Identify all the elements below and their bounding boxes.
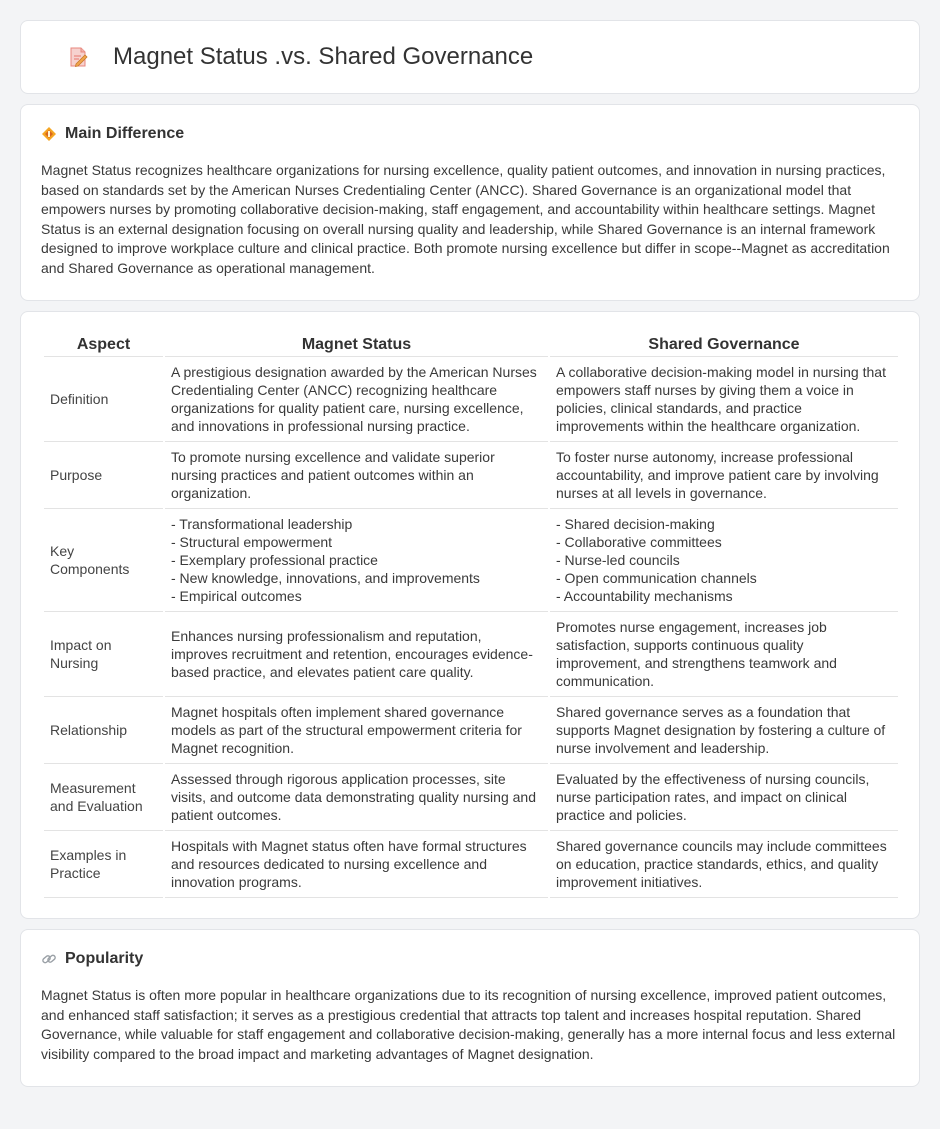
row-magnet: A prestigious designation awarded by the American Nurses Credentialing Center (ANCC) recognizing healthcare organizations for quality patient care, nursing excellence, and innovations in professional nursing practice. [165, 357, 548, 442]
table-row [44, 831, 898, 898]
row-aspect: Key Components [44, 509, 163, 612]
row-magnet: Enhances nursing professionalism and reputation, improves recruitment and retention, encourages evidence-based practice, and elevates patient care quality. [165, 612, 548, 697]
popularity-card [20, 929, 920, 1087]
table-row [44, 764, 898, 831]
header-shared-governance: Shared Governance [550, 330, 898, 357]
table-row [44, 612, 898, 697]
row-aspect: Relationship [44, 697, 163, 764]
row-magnet: To promote nursing excellence and validate superior nursing practices and patient outcomes within an organization. [165, 442, 548, 509]
header-card [20, 20, 920, 94]
table-row [44, 697, 898, 764]
popularity-text: Magnet Status is often more popular in healthcare organizations due to its recognition of nursing excellence, improved patient outcomes, and enhanced staff satisfaction; it serves as a prestigious credential that attracts top talent and increases hospital reputation. Shared Governance, while valuable for staff engagement and collaborative decision-making, generally has a more internal focus and less external visibility compared to the broad impact and marketing advantages of Magnet designation. [41, 987, 896, 1062]
main-difference-title: Main Difference [65, 125, 185, 142]
row-shared: - Shared decision-making - Collaborative committees - Nurse-led councils - Open communication channels - Accountability mechanisms [550, 509, 898, 612]
popularity-header [41, 950, 899, 968]
table-row [44, 509, 898, 612]
row-shared: Shared governance councils may include committees on education, practice standards, ethics, and quality improvement initiatives. [550, 831, 898, 898]
popularity-title: Popularity [65, 950, 144, 967]
row-magnet: Magnet hospitals often implement shared governance models as part of the structural empowerment criteria for Magnet recognition. [165, 697, 548, 764]
main-difference-card [20, 104, 920, 301]
row-magnet: Hospitals with Magnet status often have formal structures and resources dedicated to nursing excellence and innovation programs. [165, 831, 548, 898]
diamond-icon [41, 126, 57, 142]
row-aspect: Purpose [44, 442, 163, 509]
row-shared: A collaborative decision-making model in nursing that empowers staff nurses by giving them a voice in policies, clinical standards, and practice improvements within the healthcare organization. [550, 357, 898, 442]
comparison-card [20, 311, 920, 919]
header-magnet-status: Magnet Status [165, 330, 548, 357]
link-icon [41, 951, 57, 967]
row-shared: Evaluated by the effectiveness of nursing councils, nurse participation rates, and impact on clinical practice and policies. [550, 764, 898, 831]
comparison-table [42, 330, 900, 898]
table-row [44, 442, 898, 509]
row-aspect: Impact on Nursing [44, 612, 163, 697]
table-row [44, 357, 898, 442]
main-difference-text: Magnet Status recognizes healthcare organizations for nursing excellence, quality patient outcomes, and innovation in nursing practices, based on standards set by the American Nurses Credentialing Center (ANCC). Shared Governance is an organizational model that empowers nurses by promoting collaborative decision-making, staff engagement, and accountability within healthcare settings. Magnet Status is an external designation focusing on overall nursing quality and leadership, while Shared Governance is an internal framework designed to improve workplace culture and clinical practice. Both promote nursing excellence but differ in scope--Magnet as accreditation and Shared Governance as operational management. [41, 162, 890, 276]
row-aspect: Examples in Practice [44, 831, 163, 898]
row-aspect: Definition [44, 357, 163, 442]
row-shared: Promotes nurse engagement, increases job satisfaction, supports continuous quality improvement, and strengthens teamwork and communication. [550, 612, 898, 697]
row-aspect: Measurement and Evaluation [44, 764, 163, 831]
page-title: Magnet Status .vs. Shared Governance [113, 43, 534, 70]
document-edit-icon [67, 46, 89, 68]
header-aspect: Aspect [44, 330, 163, 357]
main-difference-header [41, 125, 899, 143]
row-magnet: Assessed through rigorous application processes, site visits, and outcome data demonstrating quality nursing and patient outcomes. [165, 764, 548, 831]
row-shared: To foster nurse autonomy, increase professional accountability, and improve patient care by involving nurses at all levels in governance. [550, 442, 898, 509]
row-magnet: - Transformational leadership - Structural empowerment - Exemplary professional practice - New knowledge, innovations, and improvements - Empirical outcomes [165, 509, 548, 612]
row-shared: Shared governance serves as a foundation that supports Magnet designation by fostering a culture of nurse involvement and leadership. [550, 697, 898, 764]
table-header-row [44, 330, 898, 357]
